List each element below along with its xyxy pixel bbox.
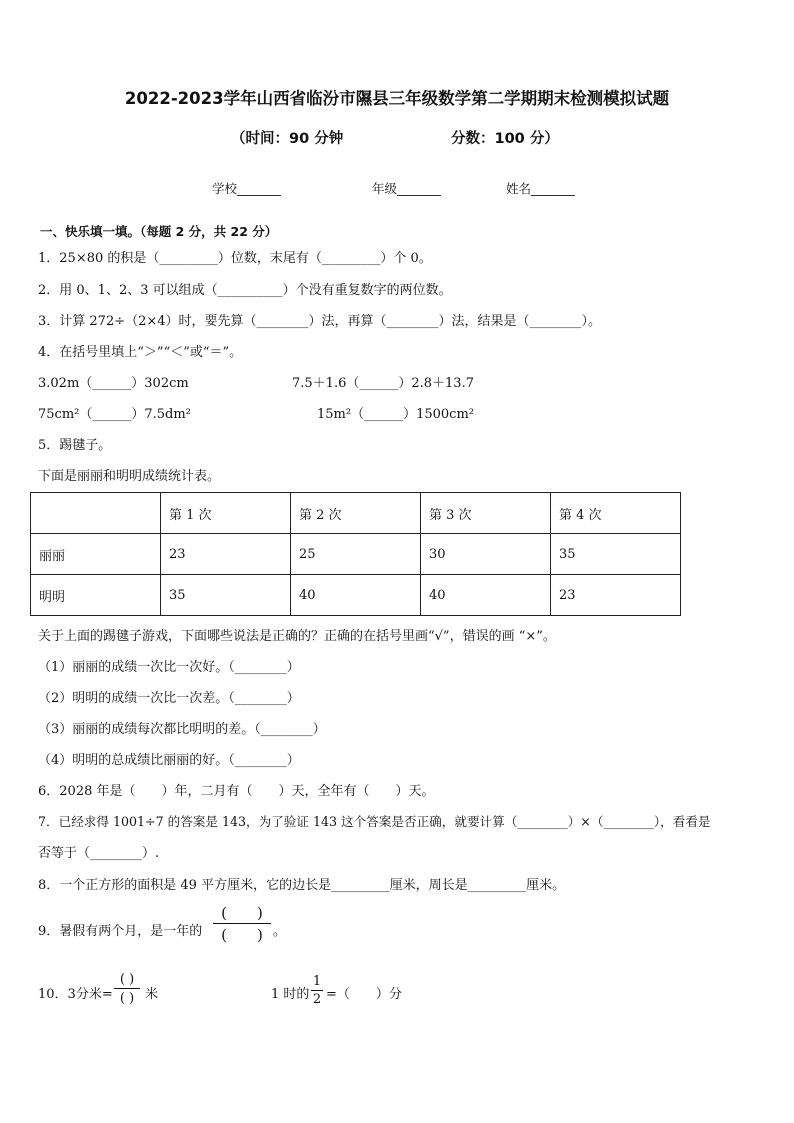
statement-2: （2）明明的成绩一次比一次差。（________） bbox=[38, 691, 300, 706]
question-10b: 1 时的 bbox=[271, 987, 310, 1002]
table-cell: 30 bbox=[421, 534, 551, 575]
question-3: 3．计算 272÷（2×4）时，要先算（________）法，再算（________）法，结果是（________）。 bbox=[38, 314, 602, 329]
table-cell: 丽丽 bbox=[31, 534, 161, 575]
table-cell: 40 bbox=[421, 575, 551, 616]
blank-fraction bbox=[213, 906, 271, 943]
fraction-numerator: ( ) bbox=[119, 972, 135, 987]
question-10a: 10．3分米= bbox=[38, 987, 113, 1002]
question-10b-tail: =（ ）分 bbox=[326, 987, 402, 1002]
score-table bbox=[30, 492, 681, 616]
table-row bbox=[31, 575, 681, 616]
table-cell: 明明 bbox=[31, 575, 161, 616]
question-4a: 3.02m（______）302cm bbox=[38, 376, 189, 391]
question-5-prompt: 关于上面的踢毽子游戏，下面哪些说法是正确的？正确的在括号里画“√”，错误的画 “×”。 bbox=[38, 629, 556, 644]
table-cell: 35 bbox=[551, 534, 681, 575]
section-heading: 一、快乐填一填。（每题 2 分，共 22 分） bbox=[40, 224, 278, 239]
grade-field: 年级_______ bbox=[372, 181, 441, 196]
table-cell: 23 bbox=[551, 575, 681, 616]
question-8: 8．一个正方形的面积是 49 平方厘米，它的边长是_________厘米，周长是_________厘米。 bbox=[38, 878, 566, 893]
exam-time: （时间：90 分钟 bbox=[231, 131, 344, 147]
table-row bbox=[31, 534, 681, 575]
question-6: 6．2028 年是（ ）年，二月有（ ）天，全年有（ ）天。 bbox=[38, 784, 435, 799]
question-1: 1．25×80 的积是（_________）位数，末尾有（_________）个 0。 bbox=[38, 251, 432, 266]
page-title: 2022-2023学年山西省临汾市隰县三年级数学第二学期期末检测模拟试题 bbox=[124, 89, 670, 108]
fraction-denominator: ( ) bbox=[213, 923, 271, 943]
name-field: 姓名_______ bbox=[506, 181, 575, 196]
question-9: 9．暑假有两个月，是一年的 bbox=[38, 924, 203, 939]
table-header-cell: 第 2 次 bbox=[291, 493, 421, 534]
statement-4: （4）明明的总成绩比丽丽的好。（________） bbox=[38, 753, 300, 768]
fraction-denominator: ( ) bbox=[114, 988, 140, 1005]
fraction-denominator: 2 bbox=[312, 992, 322, 1007]
question-2: 2．用 0、1、2、3 可以组成（__________）个没有重复数字的两位数。 bbox=[38, 283, 452, 298]
question-4b: 7.5＋1.6（______）2.8＋13.7 bbox=[292, 376, 474, 391]
school-field: 学校_______ bbox=[212, 181, 281, 196]
statement-3: （3）丽丽的成绩每次都比明明的差。（________） bbox=[38, 722, 326, 737]
question-7-line1: 7．已经求得 1001÷7 的答案是 143，为了验证 143 这个答案是否正确，就要计算（________）×（________），看看是 bbox=[38, 814, 711, 829]
table-cell: 35 bbox=[161, 575, 291, 616]
table-cell: 25 bbox=[291, 534, 421, 575]
question-9-tail: 。 bbox=[273, 924, 287, 939]
question-10a-unit: 米 bbox=[145, 987, 159, 1002]
table-header-cell bbox=[31, 493, 161, 534]
table-header-cell: 第 1 次 bbox=[161, 493, 291, 534]
table-header-cell: 第 4 次 bbox=[551, 493, 681, 534]
fraction-numerator: 1 bbox=[312, 974, 322, 989]
question-4d: 15m²（______）1500cm² bbox=[317, 407, 474, 422]
exam-score: 分数：100 分） bbox=[451, 131, 559, 147]
statement-1: （1）丽丽的成绩一次比一次好。（________） bbox=[38, 660, 300, 675]
question-4c: 75cm²（______）7.5dm² bbox=[38, 407, 191, 422]
question-5: 5．踢毽子。 bbox=[38, 438, 112, 453]
table-cell: 40 bbox=[291, 575, 421, 616]
question-7-line2: 否等于（________）. bbox=[38, 846, 160, 861]
blank-fraction bbox=[114, 973, 140, 1005]
fraction-numerator: ( ) bbox=[221, 904, 263, 922]
table-intro: 下面是丽丽和明明成绩统计表。 bbox=[38, 469, 221, 484]
table-cell: 23 bbox=[161, 534, 291, 575]
question-4: 4．在括号里填上“＞”“＜”或“＝”。 bbox=[38, 345, 243, 360]
table-header-cell: 第 3 次 bbox=[421, 493, 551, 534]
half-fraction bbox=[311, 975, 323, 1006]
table-header-row bbox=[31, 493, 681, 534]
